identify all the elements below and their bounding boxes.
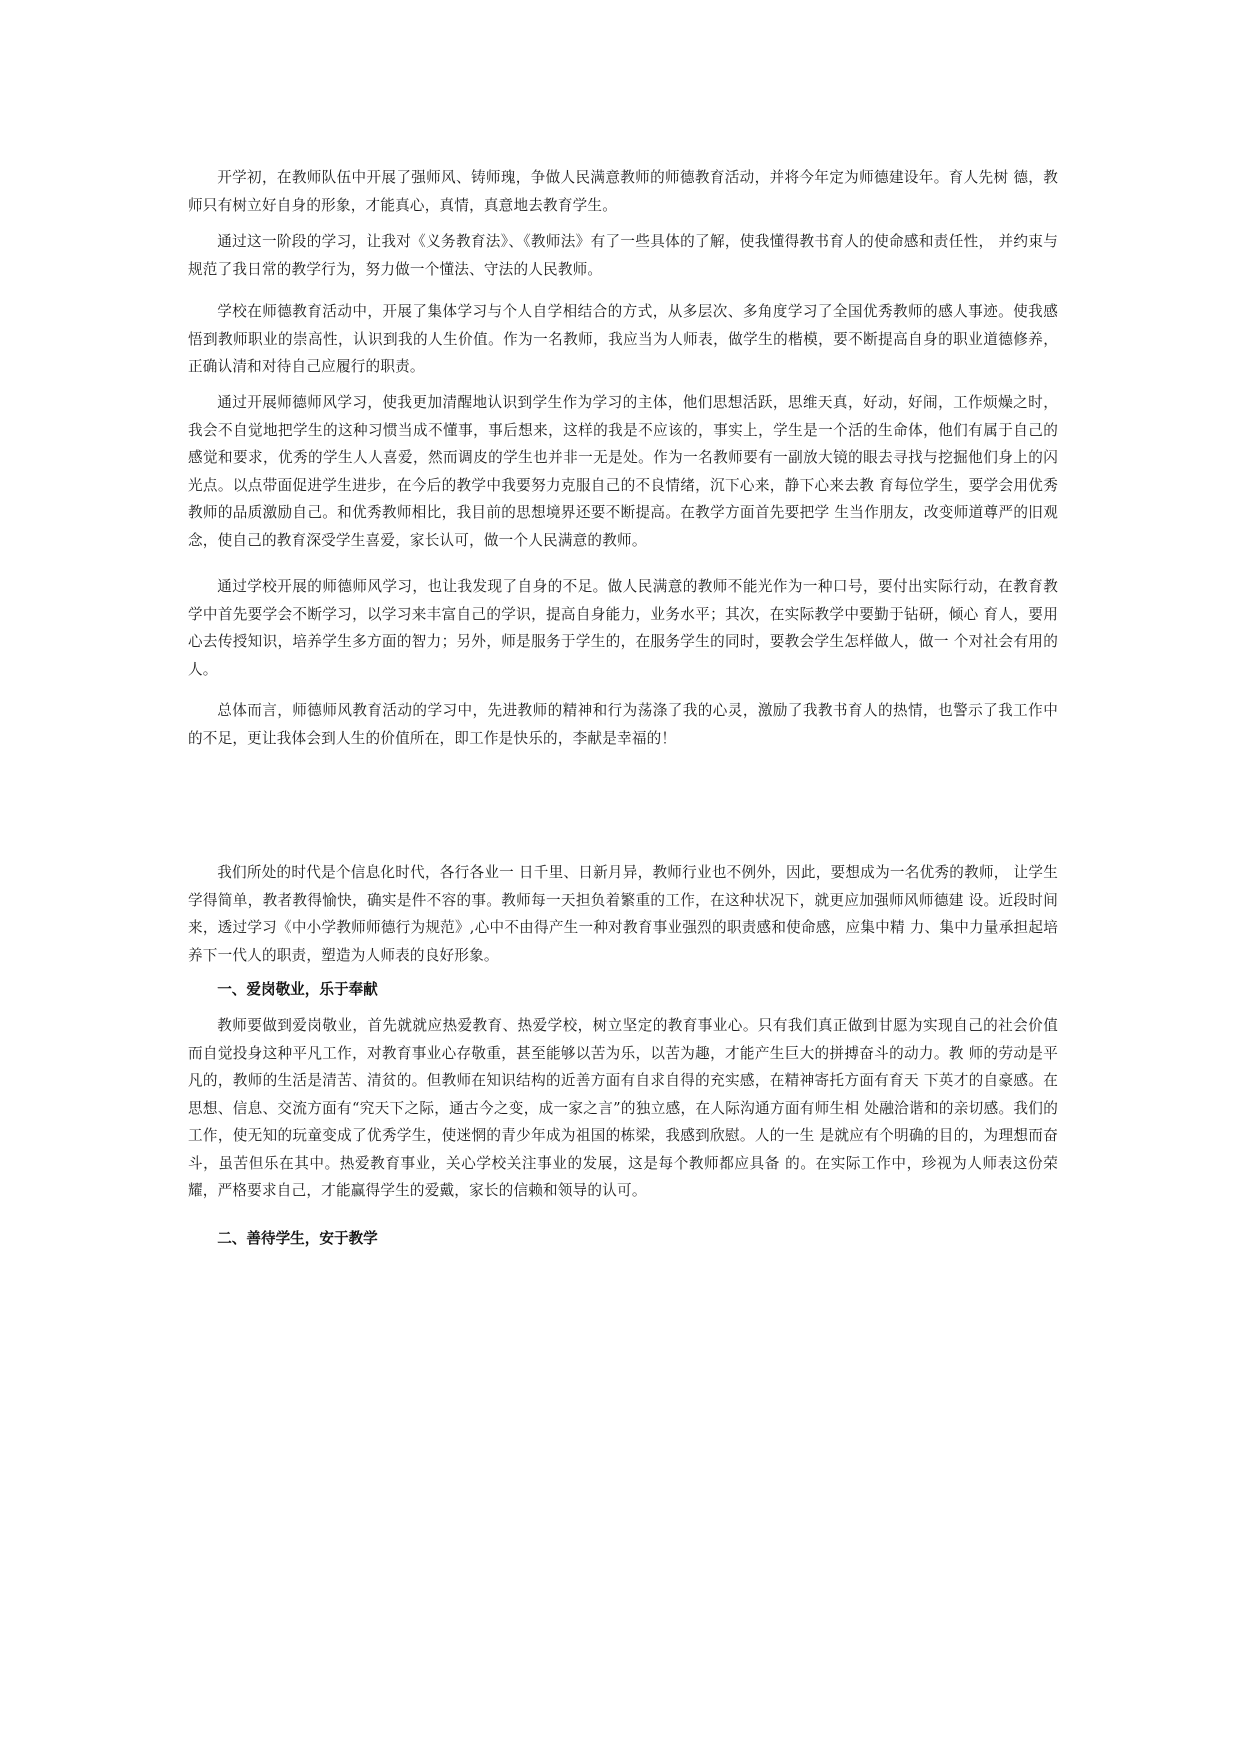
paragraph-opening [188, 164, 1058, 219]
paragraph-text: 教师要做到爱岗敬业，首先就就应热爱教育、热爱学校，树立坚定的教育事业心。只有我们真正做到甘愿为实现自己的社会价值而自觉投身这种平凡工作，对教育事业心存敬重，甚至能够以苦为乐，以苦为趣，才能产生巨大的拼搏奋斗的动力。教 师的劳动是平凡的，教师的生活是清苦、清贫的。但教师在知识结构的近善方面有自求自得的充实感，在精神寄托方面有育天 下英才的自豪感。在思想、信息、交流方面有“究天下之际，通古今之变，成一家之言”的独立感，在人际沟通方面有师生相 处融洽谐和的亲切感。我们的工作，使无知的玩童变成了优秀学生，使迷惘的青少年成为祖国的栋梁，我感到欣慰。人的一生 是就应有个明确的目的，为理想而奋斗，虽苦但乐在其中。热爱教育事业，关心学校关注事业的发展，这是每个教师都应具备 的。在实际工作中，珍视为人师表这份荣耀，严格要求自己，才能赢得学生的爱戴，家长的信赖和领导的认可。 [188, 1017, 1058, 1199]
paragraph-law-study [188, 228, 1058, 283]
section-heading-dedication [188, 976, 1058, 1004]
paragraph-shortcomings [188, 573, 1058, 683]
paragraph-collective-learning [188, 298, 1058, 381]
section-heading-students [188, 1225, 1058, 1253]
paragraph-summary [188, 697, 1058, 752]
paragraph-text: 通过学校开展的师德师风学习，也让我发现了自身的不足。做人民满意的教师不能光作为一种口号，要付出实际行动，在教育教学中首先要学会不断学习，以学习来丰富自己的学识，提高自身能力，业务水平；其次，在实际教学中要勤于钻研，倾心 育人，要用心去传授知识，培养学生多方面的智力；另外，师是服务于学生的，在服务学生的同时，要教会学生怎样做人，做一 个对社会有用的人。 [188, 578, 1058, 678]
paragraph-text: 学校在师德教育活动中，开展了集体学习与个人自学相结合的方式，从多层次、多角度学习了全国优秀教师的感人事迹。使我感悟到教师职业的崇高性，认识到我的人生价值。作为一名教师，我应当为人师表，做学生的楷模，要不断提高自身的职业道德修养，正确认清和对待自己应履行的职责。 [188, 303, 1058, 375]
paragraph-information-age [188, 859, 1058, 969]
paragraph-text: 通过这一阶段的学习，让我对《义务教育法》、《教师法》有了一些具体的了解，使我懂得教书育人的使命感和责任性， 并约束与规范了我日常的教学行为，努力做一个懂法、守法的人民教师。 [188, 233, 1058, 278]
paragraph-student-subject [188, 389, 1058, 554]
section-heading: 二、善待学生，安于教学 [217, 1230, 378, 1247]
paragraph-text: 我们所处的时代是个信息化时代，各行各业一 日千里、日新月异，教师行业也不例外，因此，要想成为一名优秀的教师， 让学生学得简单，教者教得愉快，确实是件不容的事。教师每一天担负着繁重的工作，在这种状况下，就更应加强师风师德建 设。近段时间来，透过学习《中小学教师师德行为规范》,心中不由得产生一种对教育事业强烈的职责感和使命感，应集中精 力、集中力量承担起培养下一代人的职责，塑造为人师表的良好形象。 [188, 864, 1058, 964]
section-heading: 一、爱岗敬业，乐于奉献 [217, 981, 378, 998]
paragraph-text: 开学初，在教师队伍中开展了强师风、铸师瑰，争做人民满意教师的师德教育活动，并将今年定为师德建设年。育人先树 德，教师只有树立好自身的形象，才能真心，真情，真意地去教育学生。 [188, 169, 1058, 214]
paragraph-text: 通过开展师德师风学习，使我更加清醒地认识到学生作为学习的主体，他们思想活跃，思维天真，好动，好闹，工作烦燥之时，我会不自觉地把学生的这种习惯当成不懂事，事后想来，这样的我是不应该的，事实上，学生是一个活的生命体，他们有属于自己的感觉和要求，优秀的学生人人喜爱，然而调皮的学生也并非一无是处。作为一名教师要有一副放大镜的眼去寻找与挖掘他们身上的闪光点。以点带面促进学生进步，在今后的教学中我要努力克服自己的不良情绪，沉下心来，静下心来去教 育每位学生，要学会用优秀教师的品质激励自己。和优秀教师相比，我目前的思想境界还要不断提高。在教学方面首先要把学 生当作朋友，改变师道尊严的旧观念，使自己的教育深受学生喜爱，家长认可，做一个人民满意的教师。 [188, 394, 1058, 549]
paragraph-text: 总体而言，师德师风教育活动的学习中，先进教师的精神和行为荡涤了我的心灵，激励了我教书育人的热情，也警示了我工作中的不足，更让我体会到人生的价值所在，即工作是快乐的，李献是幸福的！ [188, 702, 1058, 747]
paragraph-dedication [188, 1012, 1058, 1205]
